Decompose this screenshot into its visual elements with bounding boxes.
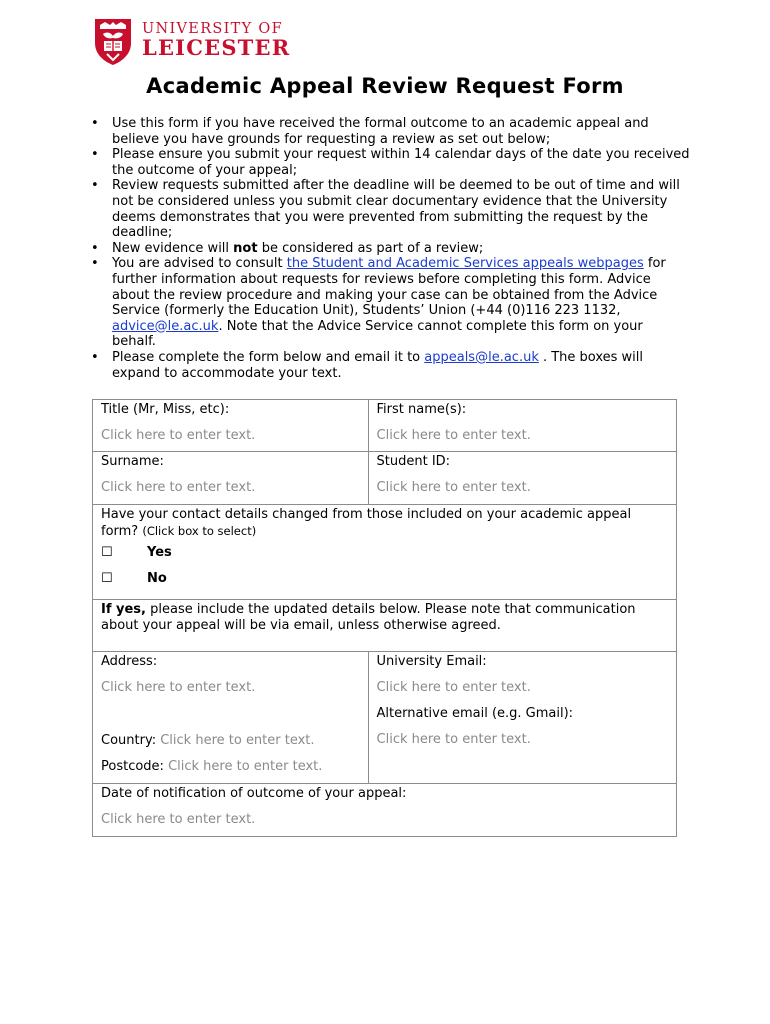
text-segment: for further information about requests for reviews before completing this form. Advice about the review procedure and making your case can be obtained from the Advice Service (formerly the Education Unit), Students’ Union (+44 (0)116 223 1132, bbox=[112, 256, 666, 319]
list-item bbox=[90, 241, 690, 257]
text-segment: be considered as part of a review; bbox=[257, 240, 484, 256]
text-segment: Please complete the form below and email it to bbox=[112, 349, 425, 365]
country-input[interactable]: Click here to enter text. bbox=[160, 733, 315, 748]
notification-date-cell bbox=[93, 784, 677, 837]
postcode-input[interactable]: Click here to enter text. bbox=[168, 759, 323, 774]
instructions-list bbox=[90, 116, 690, 381]
text-segment: New evidence will bbox=[112, 240, 234, 256]
advice-email-link[interactable]: advice@le.ac.uk bbox=[112, 318, 219, 334]
surname-label: Surname: bbox=[101, 454, 164, 469]
title-label: Title (Mr, Miss, etc): bbox=[101, 402, 230, 417]
no-label: No bbox=[147, 571, 167, 586]
uni-email-input[interactable]: Click here to enter text. bbox=[376, 680, 531, 695]
student-id-label: Student ID: bbox=[376, 454, 451, 469]
question-hint: (Click box to select) bbox=[142, 524, 257, 538]
if-yes-cell bbox=[93, 600, 677, 652]
title-cell bbox=[93, 400, 369, 452]
contact-change-cell bbox=[93, 505, 677, 600]
country-label: Country: bbox=[101, 733, 161, 748]
alt-email-input[interactable]: Click here to enter text. bbox=[376, 732, 531, 747]
first-names-cell bbox=[368, 400, 676, 452]
first-names-input[interactable]: Click here to enter text. bbox=[376, 428, 531, 443]
list-item: • Use this form if you have received the formal outcome to an academic appeal and believe you have grounds for requesting a review as set out below; bbox=[90, 116, 690, 147]
text-segment: . The boxes will expand to accommodate your text. bbox=[112, 349, 644, 381]
no-option[interactable] bbox=[101, 566, 668, 592]
student-id-input[interactable]: Click here to enter text. bbox=[376, 480, 531, 495]
postcode-row bbox=[101, 759, 360, 775]
notification-date-input[interactable]: Click here to enter text. bbox=[101, 812, 256, 827]
list-item: • Please ensure you submit your request within 14 calendar days of the date you received the outcome of your appeal; bbox=[90, 147, 690, 178]
text-segment: . Note that the Advice Service cannot complete this form on your behalf. bbox=[112, 318, 643, 350]
email-cell bbox=[368, 652, 676, 784]
surname-input[interactable]: Click here to enter text. bbox=[101, 480, 256, 495]
text-segment: You are advised to consult bbox=[112, 256, 287, 272]
title-input[interactable]: Click here to enter text. bbox=[101, 428, 256, 443]
if-yes-bold: If yes, bbox=[101, 602, 146, 617]
appeals-email-link[interactable]: appeals@le.ac.uk bbox=[424, 349, 539, 365]
university-logo bbox=[93, 17, 290, 67]
emphasis-not: not bbox=[233, 240, 258, 256]
address-input[interactable]: Click here to enter text. bbox=[101, 680, 256, 695]
surname-cell bbox=[93, 452, 369, 505]
appeal-form-table bbox=[92, 399, 677, 837]
uni-email-label: University Email: bbox=[376, 654, 487, 669]
logo-line2: LEICESTER bbox=[142, 35, 291, 60]
postcode-label: Postcode: bbox=[101, 759, 169, 774]
address-cell bbox=[93, 652, 369, 784]
yes-checkbox[interactable]: ☐ bbox=[101, 545, 113, 560]
list-item bbox=[90, 256, 690, 350]
address-label: Address: bbox=[101, 654, 158, 669]
if-yes-instructions bbox=[101, 600, 668, 634]
page-title: Academic Appeal Review Request Form bbox=[146, 74, 624, 98]
notification-date-label: Date of notification of outcome of your appeal: bbox=[101, 786, 407, 801]
list-item: • Review requests submitted after the deadline will be deemed to be out of time and will not be considered unless you submit clear documentary evidence that the University deems demonstrates that you were prevented from submitting the request by the deadline; bbox=[90, 178, 690, 240]
appeals-webpages-link[interactable]: the Student and Academic Services appeals webpages bbox=[286, 256, 644, 272]
list-item bbox=[90, 350, 690, 381]
crest-icon bbox=[93, 17, 133, 67]
first-names-label: First name(s): bbox=[376, 402, 467, 417]
student-id-cell bbox=[368, 452, 676, 505]
logo-line1: UNIVERSITY OF bbox=[142, 21, 283, 37]
country-row bbox=[101, 733, 360, 749]
no-checkbox[interactable]: ☐ bbox=[101, 571, 113, 586]
yes-option[interactable] bbox=[101, 540, 668, 566]
alt-email-label: Alternative email (e.g. Gmail): bbox=[376, 706, 574, 721]
if-yes-text: please include the updated details below. Please note that communication about your appeal will be via email, unless otherwise agreed. bbox=[101, 602, 636, 633]
question-text: Have your contact details changed from those included on your academic appeal form? bbox=[101, 507, 632, 539]
contact-change-question bbox=[101, 505, 668, 540]
yes-label: Yes bbox=[147, 545, 172, 560]
